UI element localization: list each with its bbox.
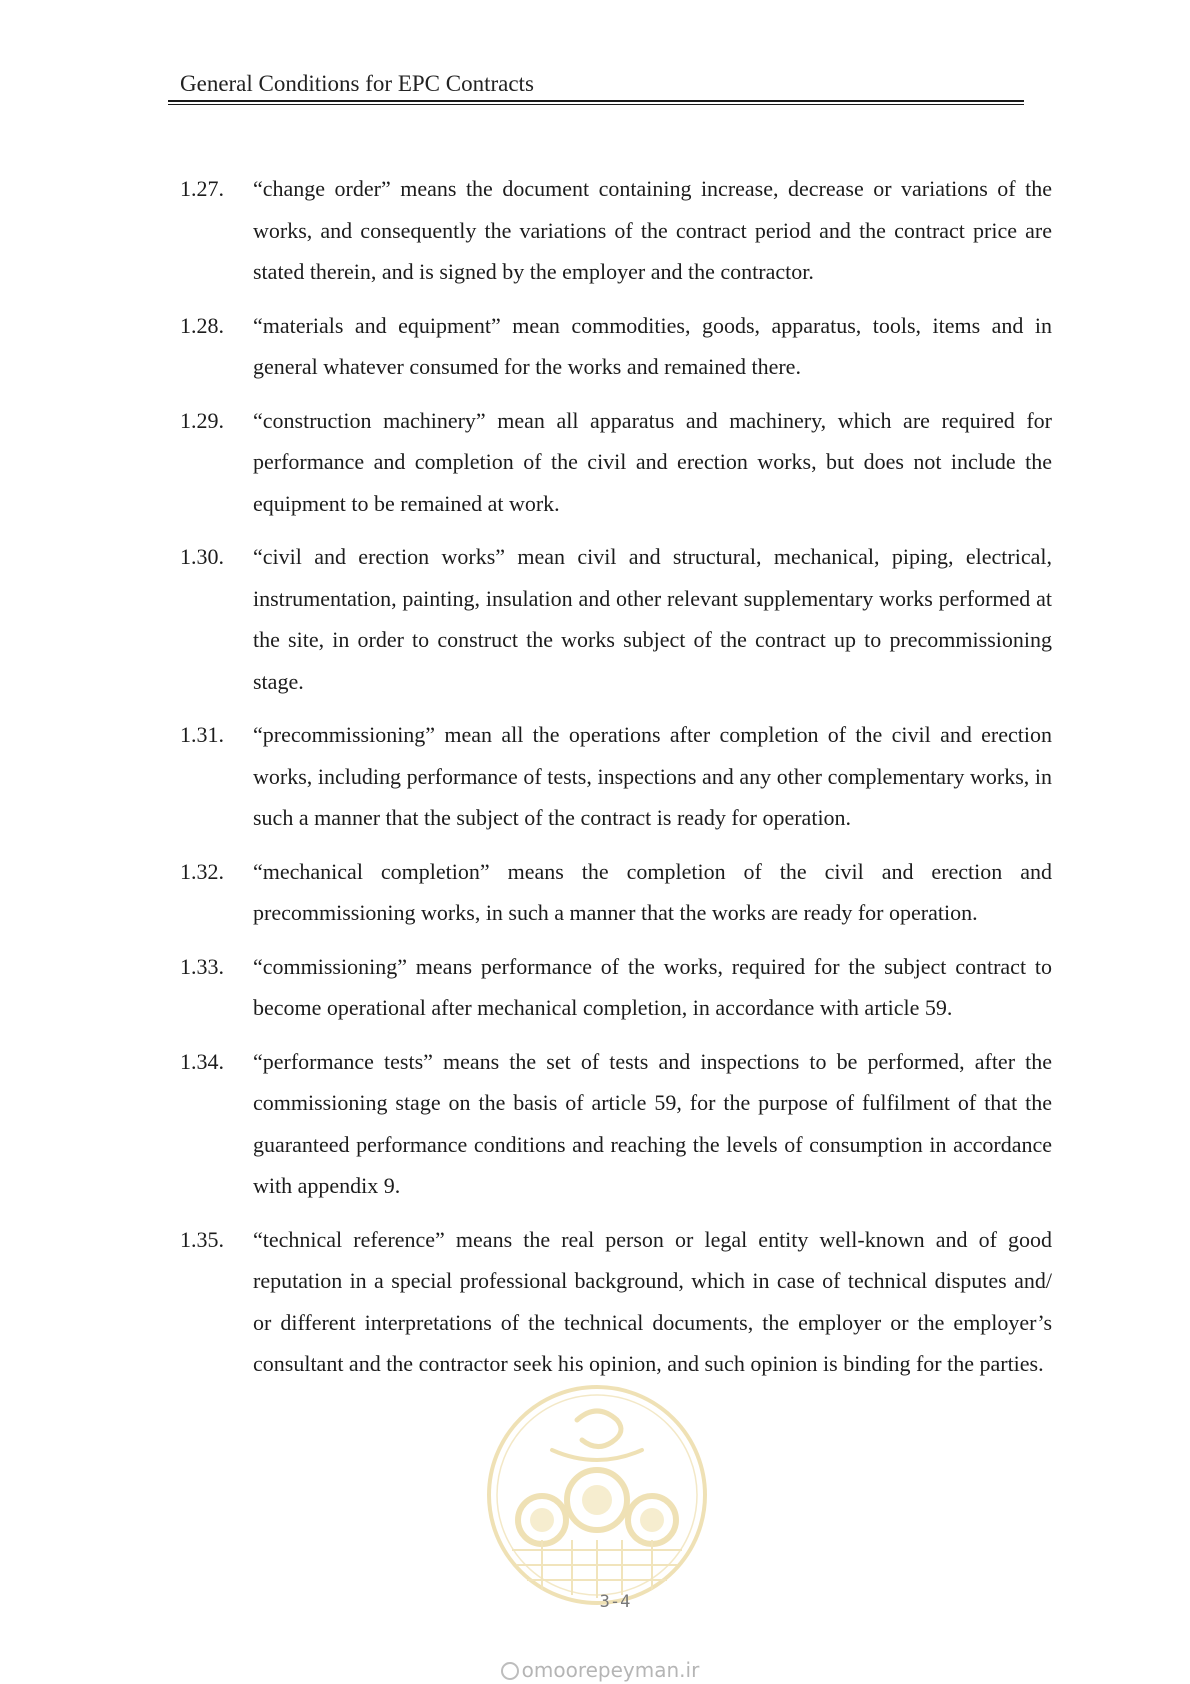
clause-text: “materials and equipment” mean commodities, goods, apparatus, tools, items and in general whatever consumed for the works and remained there. xyxy=(253,312,1052,379)
clause-number: 1.34. xyxy=(180,1048,224,1074)
clause-1-30 xyxy=(180,536,1052,702)
header-rule xyxy=(168,100,1024,102)
clause-1-32 xyxy=(180,851,1052,934)
clause-number: 1.32. xyxy=(180,858,224,884)
clause-1-28 xyxy=(180,305,1052,388)
header-rule-secondary xyxy=(168,104,1024,105)
watermark-seal-icon xyxy=(482,1380,712,1610)
clause-text: “construction machinery” mean all apparatus and machinery, which are required for performance and completion of the civil and erection works, but does not include the equipment to be remained at work. xyxy=(253,407,1052,516)
clause-text: “performance tests” means the set of tests and inspections to be performed, after the commissioning stage on the basis of article 59, for the purpose of fulfilment of that the guaranteed performance conditions and reaching the levels of consumption in accordance with appendix 9. xyxy=(253,1048,1052,1198)
clause-text: “precommissioning” mean all the operations after completion of the civil and erection works, including performance of tests, inspections and any other complementary works, in such a manner that the subject of the contract is ready for operation. xyxy=(253,722,1052,830)
clause-number: 1.31. xyxy=(180,722,224,747)
clause-text: “civil and erection works” mean civil and structural, mechanical, piping, electrical, instrumentation, painting, insulation and other relevant supplementary works performed at the site, in order to construct the works subject of the contract up to precommissioning stage. xyxy=(253,544,1052,694)
clause-1-34 xyxy=(180,1041,1052,1207)
page-number: 3-4 xyxy=(599,1592,631,1612)
document-title: General Conditions for EPC Contracts xyxy=(180,71,534,96)
clause-1-29 xyxy=(180,400,1052,525)
clause-text: “technical reference” means the real person or legal entity well-known and of good reputation in a special professional background, which in case of technical disputes and/ or different interpretations of the technical documents, the employer or the employer’s consultant and the contractor seek his opinion, and such opinion is binding for the parties. xyxy=(253,1226,1052,1376)
clause-1-31 xyxy=(180,714,1052,839)
clause-text: “change order” means the document containing increase, decrease or variations of the works, and consequently the variations of the contract period and the contract price are stated therein, and is signed by the employer and the contractor. xyxy=(253,176,1052,284)
clause-1-35 xyxy=(180,1219,1052,1385)
clause-text: “commissioning” means performance of the works, required for the subject contract to become operational after mechanical completion, in accordance with article 59. xyxy=(253,953,1052,1020)
clause-number: 1.27. xyxy=(180,176,224,201)
clause-number: 1.30. xyxy=(180,544,224,569)
clause-1-27 xyxy=(180,168,1052,293)
clause-1-33 xyxy=(180,946,1052,1029)
clause-text: “mechanical completion” means the completion of the civil and erection and precommissioning works, in such a manner that the works are ready for operation. xyxy=(253,858,1052,925)
clause-number: 1.29. xyxy=(180,407,224,433)
watermark-url xyxy=(490,1658,710,1682)
clause-number: 1.35. xyxy=(180,1226,224,1252)
watermark-url-text: omoorepeyman.ir xyxy=(521,1658,700,1682)
clause-number: 1.33. xyxy=(180,953,224,979)
watermark-circle-icon xyxy=(501,1662,519,1680)
page-header xyxy=(168,70,1024,105)
clause-number: 1.28. xyxy=(180,312,224,338)
clause-list xyxy=(180,168,1052,1397)
